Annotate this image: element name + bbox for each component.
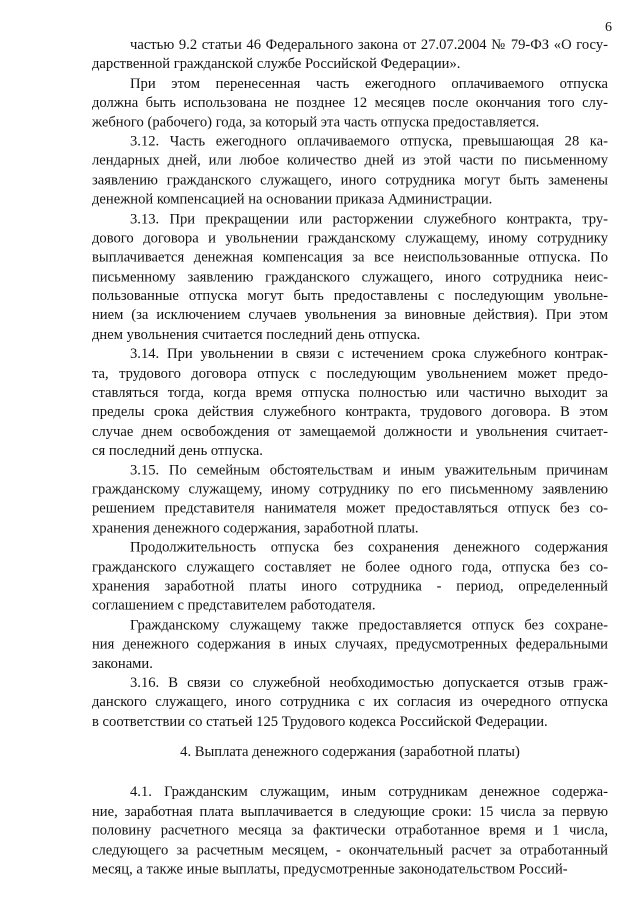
- text-line: денежной компенсацией на основании приказа Администрации.: [92, 191, 493, 208]
- paragraph-duration: [92, 539, 608, 616]
- text-line: случае днем освобождения от замещаемой должности и увольнения считает-: [92, 423, 608, 440]
- text-line: данского служащего, иного сотрудника с их согласия из очередного отпуска: [92, 694, 608, 711]
- text-line: половину расчетного месяца за фактически отработанное время и 1 числа,: [92, 822, 608, 839]
- paragraph-3-13: [92, 210, 608, 345]
- text-line: 3.12. Часть ежегодного оплачиваемого отпуска, превышающая 28 ка-: [130, 133, 608, 150]
- text-line: гражданского служащего составляет не более одного года, отпуска без со-: [92, 559, 608, 576]
- text-line: 3.16. В связи со служебной необходимостью допускается отзыв граж-: [130, 675, 608, 692]
- text-line: днем увольнения считается последний день отпуска.: [92, 327, 421, 343]
- text-line: следующего за расчетным месяцем, - окончательный расчет за отработанный: [92, 842, 608, 859]
- text-line: 3.13. При прекращении или расторжении служебного контракта, тру-: [130, 211, 608, 227]
- text-line: Продолжительность отпуска без сохранения денежного содержания: [130, 539, 608, 556]
- text-line: Гражданскому служащему также предоставляется отпуск без сохране-: [130, 617, 608, 634]
- text-line: дарственной гражданской службе Российской Федерации».: [92, 56, 461, 73]
- text-line: решением представителя нанимателя может предоставляться отпуск без со-: [92, 501, 608, 518]
- text-line: месяц, а также иные выплаты, предусмотренные законодательством Россий-: [92, 861, 568, 878]
- paragraph-3-16: [92, 674, 608, 732]
- text-line: 3.15. По семейным обстоятельствам и иным уважительным причинам: [130, 462, 608, 479]
- text-line: пределы срока действия служебного контракта, трудового договора. В этом: [92, 404, 608, 421]
- text-line: лендарных дней, или любое количество дней из этой части по письменному: [92, 153, 608, 169]
- text-line: жебного (рабочего) года, за который эта часть отпуска предоставляется.: [92, 114, 540, 131]
- section-heading: 4. Выплата денежного содержания (заработной платы): [180, 744, 520, 760]
- text-line: ставляться тогда, когда время отпуска полностью или частично выходит за: [92, 385, 608, 401]
- paragraph-transferred-leave: [92, 75, 608, 133]
- text-line: При этом перенесенная часть ежегодного оплачиваемого отпуска: [130, 75, 608, 92]
- text-line: хранения заработной платы иного сотрудника - период, определенный: [92, 578, 608, 595]
- text-line: законами.: [92, 655, 153, 672]
- text-line: 3.14. При увольнении в связи с истечением срока служебного контрак-: [130, 346, 608, 363]
- text-line: пользованные отпуска могут быть предоставлены с последующим увольне-: [92, 288, 608, 305]
- paragraph-federal-law: [92, 36, 608, 75]
- page-number: 6: [605, 20, 612, 35]
- text-line: заявлению гражданского служащего, иного сотрудника могут быть заменены: [92, 172, 608, 189]
- paragraph-3-12: [92, 133, 608, 210]
- text-line: дового договора и увольнении гражданскому служащему, иному сотруднику: [92, 230, 608, 247]
- paragraph-3-15: [92, 461, 608, 538]
- text-line: та, трудового договора отпуск с последующим увольнением может предо-: [92, 365, 608, 382]
- text-line: ние, заработная плата выплачивается в следующие сроки: 15 числа за первую: [92, 803, 608, 820]
- paragraph-4-1: [92, 783, 608, 880]
- text-line: должна быть использована не позднее 12 месяцев после окончания того слу-: [92, 95, 608, 111]
- document-body: [92, 36, 608, 880]
- text-line: хранения денежного содержания, заработной платы.: [92, 520, 419, 537]
- text-line: ся последний день отпуска.: [92, 443, 263, 459]
- text-line: ния денежного содержания в иных случаях, предусмотренных федеральными: [92, 636, 608, 653]
- text-line: выплачивается денежная компенсация за все неиспользованные отпуска. По: [92, 249, 608, 266]
- paragraph-3-14: [92, 345, 608, 461]
- text-line: 4.1. Гражданским служащим, иным сотрудникам денежное содержа-: [130, 784, 608, 801]
- text-line: в соответствии со статьей 125 Трудового кодекса Российской Федерации.: [92, 713, 548, 730]
- text-line: соглашением с представителем работодателя.: [92, 597, 376, 614]
- text-line: гражданскому служащему, иному сотруднику по его письменному заявлению: [92, 481, 608, 498]
- text-line: частью 9.2 статьи 46 Федерального закона от 27.07.2004 № 79-ФЗ «О госу-: [130, 36, 608, 53]
- text-line: письменному заявлению гражданского служащего, иного сотрудника неис-: [92, 269, 608, 285]
- paragraph-other-cases: [92, 616, 608, 674]
- text-line: нием (за исключением случаев увольнения за виновные действия). При этом: [92, 307, 608, 324]
